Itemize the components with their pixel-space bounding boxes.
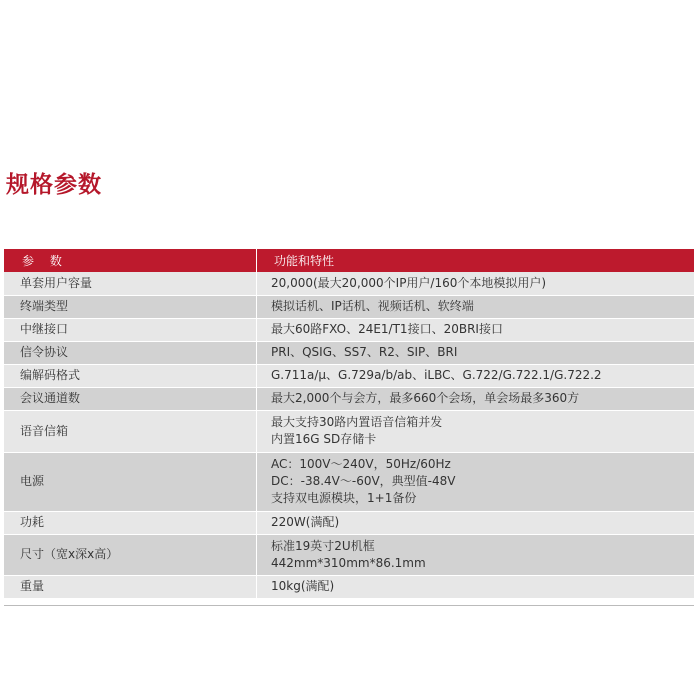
row-param: 功耗 — [4, 511, 257, 534]
row-value — [257, 575, 695, 598]
row-param: 重量 — [4, 575, 257, 598]
table-row — [4, 511, 694, 534]
row-value-line: DC：-38.4V～-60V，典型值-48V — [271, 474, 456, 488]
row-value-line: PRI、QSIG、SS7、R2、SIP、BRI — [271, 345, 458, 359]
row-value-line: 20,000(最大20,000个IP用户/160个本地模拟用户) — [271, 275, 547, 290]
row-param: 单套用户容量 — [4, 272, 257, 295]
row-param: 中继接口 — [4, 318, 257, 341]
table-row — [4, 534, 694, 575]
row-value — [257, 511, 695, 534]
table-row — [4, 575, 694, 598]
table-row — [4, 272, 694, 295]
row-value — [257, 272, 695, 295]
table-row — [4, 341, 694, 364]
row-value — [257, 341, 695, 364]
row-value — [257, 534, 695, 575]
row-param: 尺寸（宽x深x高） — [4, 534, 257, 575]
row-value-line: 模拟话机、IP话机、视频话机、软终端 — [271, 299, 474, 313]
row-value — [257, 387, 695, 410]
row-value — [257, 295, 695, 318]
table-row — [4, 410, 694, 452]
row-param: 语音信箱 — [4, 410, 257, 452]
header-feature: 功能和特性 — [257, 249, 695, 272]
row-value-line: 支持双电源模块，1+1备份 — [271, 491, 417, 505]
row-param: 电源 — [4, 452, 257, 511]
row-value-line: 442mm*310mm*86.1mm — [271, 555, 426, 570]
row-value-line: G.711a/μ、G.729a/b/ab、iLBC、G.722/G.722.1/G.722.2 — [271, 368, 602, 382]
table-row — [4, 295, 694, 318]
row-param: 信令协议 — [4, 341, 257, 364]
row-value-line: 最大60路FXO、24E1/T1接口、20BRI接口 — [271, 322, 503, 336]
row-value — [257, 364, 695, 387]
row-value-line: 内置16G SD存储卡 — [271, 432, 377, 446]
row-param: 终端类型 — [4, 295, 257, 318]
table-row — [4, 452, 694, 511]
header-param: 参 数 — [4, 249, 257, 272]
row-value-line: 最大支持30路内置语音信箱并发 — [271, 415, 443, 429]
table-header-row — [4, 249, 694, 272]
row-value — [257, 452, 695, 511]
row-value-line: AC：100V～240V，50Hz/60Hz — [271, 457, 451, 471]
table-row — [4, 364, 694, 387]
row-value — [257, 410, 695, 452]
row-param: 会议通道数 — [4, 387, 257, 410]
row-value-line: 10kg(满配) — [271, 579, 335, 593]
row-value — [257, 318, 695, 341]
row-value-line: 最大2,000个与会方，最多660个会场，单会场最多360方 — [271, 391, 580, 405]
table-row — [4, 387, 694, 410]
row-value-line: 标准19英寸2U机框 — [271, 538, 375, 553]
table-row — [4, 318, 694, 341]
row-value-line: 220W(满配) — [271, 515, 340, 529]
page-title: 规格参数 — [6, 172, 102, 198]
table-bottom-rule — [4, 605, 694, 606]
spec-table — [4, 249, 694, 599]
row-param: 编解码格式 — [4, 364, 257, 387]
